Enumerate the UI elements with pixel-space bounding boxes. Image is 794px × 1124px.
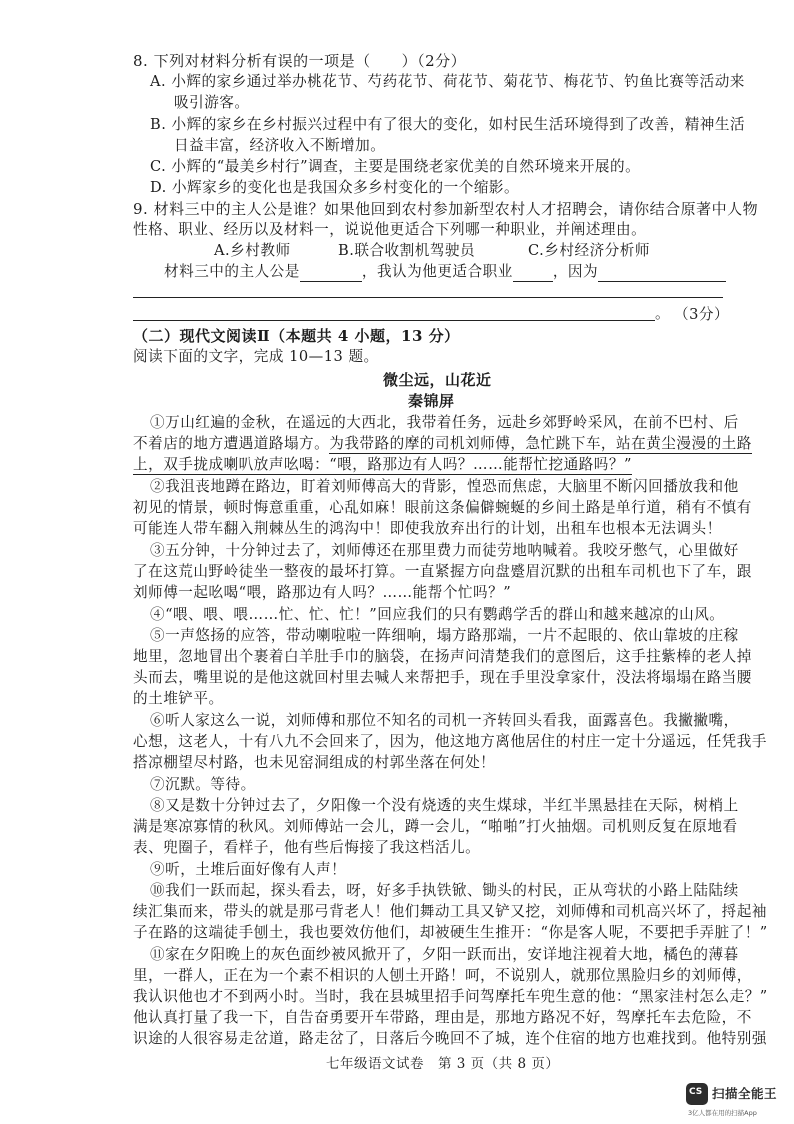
section-instruction: 阅读下面的文字，完成 10—13 题。 — [133, 348, 379, 365]
article-p5-line1: ⑤一声悠扬的应答，带动喇啦啦一阵细响，塌方路那端，一片不起眼的、依山靠坡的庄稼 — [150, 627, 739, 644]
q9-choice-a: A.乡村教师 — [214, 242, 291, 259]
article-p1-plain: 不着店的地方遭遇道路塌方。 — [133, 435, 330, 452]
q8-option-d: D. 小辉家乡的变化也是我国众多乡村变化的一个缩影。 — [150, 179, 520, 196]
article-p2-line3: 可能连人带车翻入荆棘丛生的鸿沟中！即使我放弃出行的计划，出租车也根本无法调头！ — [133, 520, 722, 537]
scanner-tagline: 3亿人都在用的扫描App — [688, 1109, 757, 1117]
article-author: 秦锦屏 — [408, 392, 455, 410]
q9-reason-blank-3[interactable] — [133, 320, 655, 321]
scanner-logo-text: CS — [689, 1087, 703, 1097]
article-p3-line3: 刘师傅一起吆喝“喂，路那边有人吗？……能帮个忙吗？” — [133, 584, 512, 601]
article-p8-line3: 表、兜圈子，看样子，他有些后悔接了我这档活儿。 — [133, 839, 481, 856]
article-p5-line4: 的土堆铲平。 — [133, 690, 224, 707]
q8-option-a: A. 小辉的家乡通过举办桃花节、芍药花节、荷花节、菊花节、梅花节、钓鱼比赛等活动来 — [150, 73, 745, 90]
q9-stem-cont: 性格、职业、经历以及材料一，说说他更适合下列哪一种职业，并阐述理由。 — [133, 221, 647, 238]
q9-end-mark: 。 — [655, 305, 671, 322]
q8-option-a-cont: 吸引游客。 — [174, 94, 250, 111]
article-p2-line2: 初见的情景，顿时悔意重重，心乱如麻！眼前这条偏僻蜿蜒的乡间土路是单行道，稍有不慎有 — [133, 499, 752, 516]
q9-stem: 9. 材料三中的主人公是谁？如果他回到农村参加新型农村人才招聘会，请你结合原著中人物 — [133, 200, 759, 218]
q8-stem: 8. 下列对材料分析有误的一项是（ ）（2分） — [133, 52, 467, 70]
article-p11-line4: 他认真打量了我一下，自告奋勇要开车带路，理由是，那地方路况不好，驾摩托车去危险，不 — [133, 1009, 752, 1026]
q9-score: （3分） — [674, 306, 730, 323]
q9-fill-label-2: ，我认为他更适合职业 — [361, 263, 513, 280]
article-p1-line2 — [133, 434, 752, 454]
article-title: 微尘远，山花近 — [383, 371, 492, 389]
article-p9-line1: ⑨听，土堆后面好像有人声！ — [150, 861, 347, 878]
article-p11-line2: 里，一群人，正在为一个素不相识的人刨土开路！呵，不说别人，就那位黑脸归乡的刘师傅， — [133, 967, 752, 984]
article-p7-line1: ⑦沉默。等待。 — [150, 776, 256, 793]
article-p6-line2: 心想，这老人，十有八九不会回来了，因为，他这地方离他居住的村庄一定十分遥远，任凭我手 — [133, 733, 767, 750]
q9-reason-blank-2[interactable] — [133, 297, 723, 298]
q9-fill-label-1: 材料三中的主人公是 — [164, 263, 300, 280]
article-p1-underlined-2: 上，双手拢成喇叭放声吆喝：“喂，路那边有人吗？……能帮忙挖通路吗？” — [133, 456, 632, 473]
article-p3-line2: 了在这荒山野岭徒坐一整夜的最坏打算。一直紧握方向盘蹙眉沉默的出租车司机也下了车，跟 — [133, 563, 752, 580]
q9-career-blank[interactable] — [513, 265, 553, 282]
q8-option-b-cont: 日益丰富，经济收入不断增加。 — [174, 137, 386, 154]
article-p2-line1: ②我沮丧地蹲在路边，盯着刘师傅高大的背影，惶恐而焦虑，大脑里不断闪回播放我和他 — [150, 478, 739, 495]
article-p6-line1: ⑥听人家这么一说，刘师傅和那位不知名的司机一齐转回头看我，面露喜色。我撇撇嘴， — [150, 712, 739, 729]
q9-reason-blank-1[interactable] — [598, 265, 726, 282]
article-p10-line3: 子在路的这端徒手刨土，我也要效仿他们，却被硬生生推开：“你是客人呢，不要把手弄脏了！” — [133, 924, 768, 941]
article-p10-line2: 续汇集而来，带头的就是那弓背老人！他们舞动工具又铲又挖，刘师傅和司机高兴坏了，捋起袖 — [133, 903, 767, 920]
article-p11-line5: 识途的人很容易走岔道，路走岔了，日落后今晚回不了城，连个住宿的地方也难找到。他特别强 — [133, 1030, 767, 1047]
article-p1-line3 — [133, 455, 632, 475]
article-p11-line1: ⑪家在夕阳晚上的灰色面纱被风掀开了，夕阳一跃而出，安详地注视着大地，橘色的薄暮 — [150, 946, 739, 963]
section-title: （二）现代文阅读Ⅱ（本题共 4 小题，13 分） — [133, 327, 460, 345]
article-p1-line1: ①万山红遍的金秋，在遥远的大西北，我带着任务，远赴乡郊野岭采风，在前不巴村、后 — [150, 414, 739, 431]
article-p11-line3: 我认识他也才不到两小时。当时，我在县城里招手问驾摩托车兜生意的他：“黑家洼村怎么走？” — [133, 988, 768, 1005]
scanner-logo-icon — [686, 1083, 708, 1105]
article-p4-line1: ④“喂、喂、喂……忙、忙、忙！”回应我们的只有鹦鹉学舌的群山和越来越凉的山风。 — [150, 606, 725, 623]
article-p5-line3: 头而去，嘴里说的是他这就回村里去喊人来帮把手，现在手里没拿家什，没法将塌塌在路当腰 — [133, 669, 752, 686]
q8-option-b: B. 小辉的家乡在乡村振兴过程中有了很大的变化，如村民生活环境得到了改善，精神生活 — [150, 116, 746, 133]
article-p6-line3: 搭凉棚望尽村路，也未见窑洞组成的村郭坐落在何处！ — [133, 754, 496, 771]
q9-choice-b: B.联合收割机驾驶员 — [338, 242, 476, 259]
article-p10-line1: ⑩我们一跃而起，探头看去，呀，好多手执铁锨、锄头的村民，正从弯状的小路上陆陆续 — [150, 882, 739, 899]
q9-protagonist-blank[interactable] — [300, 265, 362, 282]
article-p1-underlined: 为我带路的摩的司机刘师傅，急忙跳下车，站在黄尘漫漫的土路 — [329, 435, 752, 452]
article-p5-line2: 地里，忽地冒出个裹着白羊肚手巾的脑袋，在扬声问清楚我们的意图后，这手拄紫棒的老人掉 — [133, 648, 752, 665]
q8-option-c: C. 小辉的“最美乡村行”调查，主要是围绕老家优美的自然环境来开展的。 — [150, 158, 641, 175]
page-footer: 七年级语文试卷 第 3 页（共 8 页） — [326, 1056, 560, 1072]
article-p3-line1: ③五分钟，十分钟过去了，刘师傅还在那里费力而徒劳地呐喊着。我咬牙憋气，心里做好 — [150, 542, 739, 559]
scanner-app-name: 扫描全能王 — [712, 1086, 778, 1101]
article-p8-line1: ⑧又是数十分钟过去了，夕阳像一个没有烧透的夹生煤球，半红半黑悬挂在天际，树梢上 — [150, 797, 739, 814]
q9-fill-row — [164, 262, 726, 282]
article-p8-line2: 满是寒凉寡情的秋风。刘师傅站一会儿，蹲一会儿，“啪啪”打火抽烟。司机则反复在原地看 — [133, 818, 738, 835]
q9-fill-label-3: ，因为 — [552, 263, 599, 280]
q9-choice-c: C.乡村经济分析师 — [528, 242, 650, 259]
